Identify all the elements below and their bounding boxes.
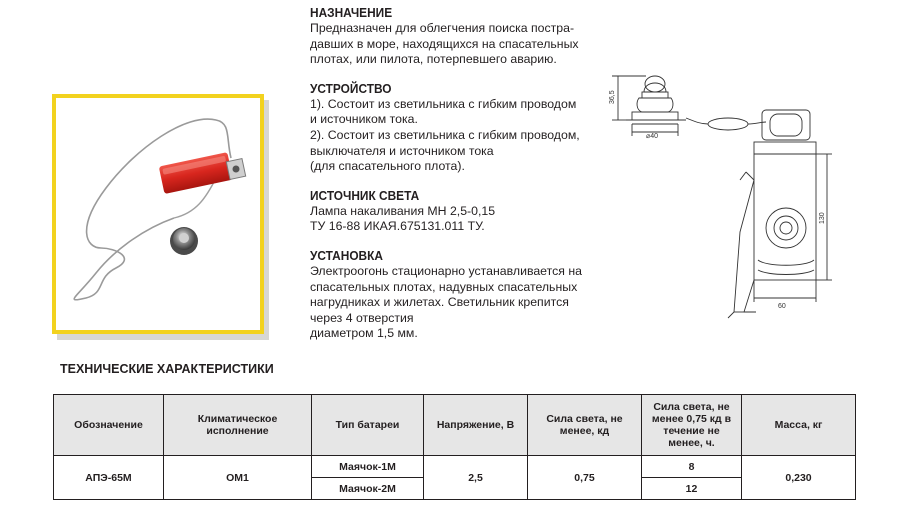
designation-cell: АПЭ-65М xyxy=(54,456,164,500)
section-installation xyxy=(310,249,610,342)
cable xyxy=(74,119,231,300)
product-photo xyxy=(52,94,264,334)
purpose-line: давших в море, находящихся на спасательных xyxy=(310,36,579,51)
header-cell: Тип батареи xyxy=(312,395,424,456)
lamp-drawing xyxy=(612,76,686,136)
light-source-line: Лампа накаливания МН 2,5-0,15 xyxy=(310,203,496,218)
device-line: и источником тока. xyxy=(310,112,418,127)
installation-title: УСТАНОВКА xyxy=(310,248,383,263)
battery-drawing xyxy=(728,142,832,318)
mass-cell: 0,230 xyxy=(742,456,856,500)
table-header-row xyxy=(54,395,856,456)
purpose-line: Предназначен для облегчения поиска постра- xyxy=(310,21,575,35)
header-cell: Обозначение xyxy=(54,395,164,456)
header-cell: Напряжение, В xyxy=(424,395,528,456)
battery-housing xyxy=(159,152,233,194)
header-cell: Сила света, не менее 0,75 кд в течение не менее, ч. xyxy=(642,395,742,456)
installation-line: Электроогонь стационарно устанавливается на xyxy=(310,263,582,278)
climate-cell: ОМ1 xyxy=(164,456,312,500)
purpose-title: НАЗНАЧЕНИЕ xyxy=(310,6,393,20)
voltage-cell: 2,5 xyxy=(424,456,528,500)
device-line: выключателя и источником тока xyxy=(310,143,494,158)
header-cell: Климатическое исполнение xyxy=(164,395,312,456)
section-light-source xyxy=(310,189,610,235)
lamp xyxy=(170,227,198,255)
table-row xyxy=(54,456,856,478)
dim-top-height: 36,5 xyxy=(609,90,616,104)
dim-body-height: 130 xyxy=(819,212,826,224)
installation-line: через 4 отверстия xyxy=(310,310,414,325)
intensity-cell: 0,75 xyxy=(528,456,642,500)
description-column xyxy=(310,6,610,350)
spec-table xyxy=(53,394,856,500)
header-cell: Сила света, не менее, кд xyxy=(528,395,642,456)
tech-title: ТЕХНИЧЕСКИЕ ХАРАКТЕРИСТИКИ xyxy=(60,362,274,376)
light-source-line: ТУ 16-88 ИКАЯ.675131.011 ТУ. xyxy=(310,219,485,234)
hours-cell: 12 xyxy=(642,478,742,500)
device-line: (для спасательного плота). xyxy=(310,159,465,174)
installation-line: спасательных плотах, надувных спасательных xyxy=(310,279,578,294)
battery-cell: Маячок-2М xyxy=(312,478,424,500)
battery-cell: Маячок-1М xyxy=(312,456,424,478)
purpose-line: плотах, или пилота, потерпевшего аварию. xyxy=(310,52,557,67)
dim-diameter: ⌀40 xyxy=(646,133,659,140)
header-cell: Масса, кг xyxy=(742,395,856,456)
light-source-title: ИСТОЧНИК СВЕТА xyxy=(310,188,420,203)
section-purpose xyxy=(310,6,610,68)
installation-line: диаметром 1,5 мм. xyxy=(310,326,418,341)
technical-drawing xyxy=(606,62,896,342)
device-title: УСТРОЙСТВО xyxy=(310,81,392,96)
device-line: 2). Состоит из светильника с гибким проводом, xyxy=(310,127,580,142)
dim-body-width: 60 xyxy=(778,303,786,310)
device-line: 1). Состоит из светильника с гибким проводом xyxy=(310,96,577,111)
hours-cell: 8 xyxy=(642,456,742,478)
installation-line: нагрудниках и жилетах. Светильник крепится xyxy=(310,295,569,310)
section-device xyxy=(310,82,610,175)
product-image xyxy=(56,98,260,330)
